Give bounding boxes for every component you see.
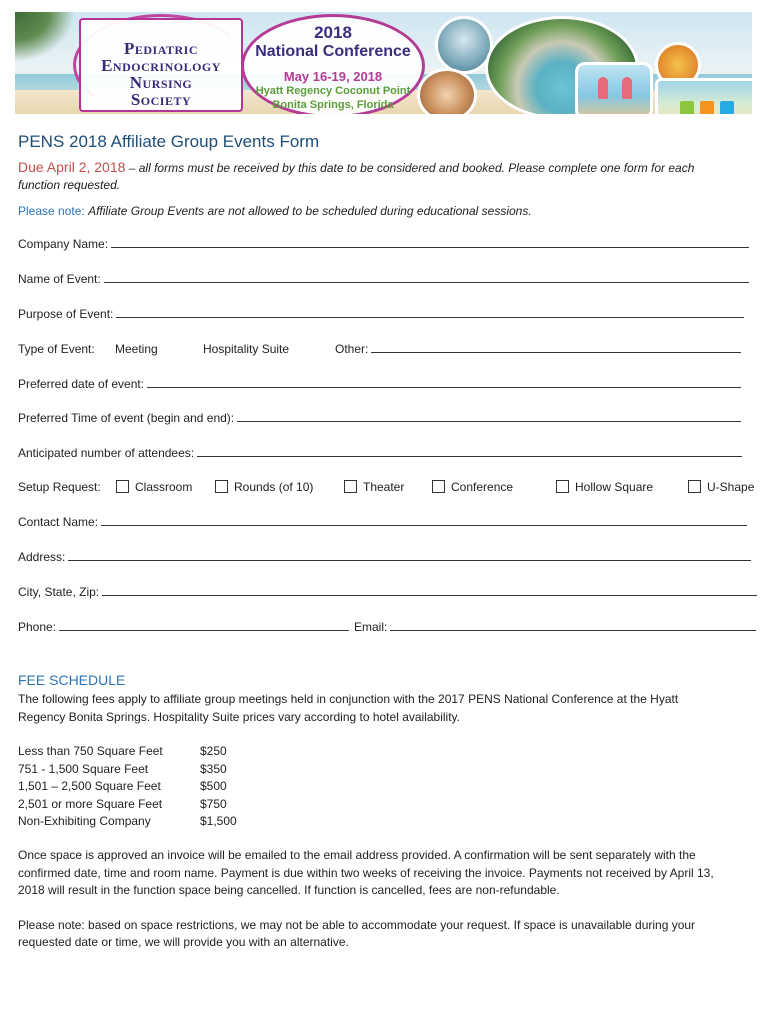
conference-banner: [15, 12, 752, 114]
contact-name-input[interactable]: [101, 516, 747, 526]
setup-option-theater[interactable]: [344, 480, 404, 494]
event-purpose-input[interactable]: [116, 308, 744, 318]
fee-row: [18, 744, 227, 758]
logo-line: Endocrinology: [101, 56, 221, 75]
invoice-paragraph-line: confirmed date, time and room name. Payment is due within two weeks of receiving the invoice. Payments not received by April 13,: [18, 866, 714, 880]
theater-checkbox[interactable]: [344, 480, 357, 493]
conference-venue: Hyatt Regency Coconut Point: [255, 85, 411, 97]
attendees-label: Anticipated number of attendees:: [18, 446, 195, 460]
setup-option-label: Classroom: [135, 480, 193, 494]
phone-input[interactable]: [59, 621, 349, 631]
fee-intro-line: Regency Bonita Springs. Hospitality Suite prices vary according to hotel availability.: [18, 710, 460, 724]
event-name-field: [18, 272, 749, 286]
conference-checkbox[interactable]: [432, 480, 445, 493]
event-type-hospitality[interactable]: Hospitality Suite: [203, 342, 290, 356]
city-state-zip-field: [18, 585, 757, 599]
logo-line: Nursing: [129, 73, 193, 92]
conference-title: National Conference: [255, 43, 411, 60]
phone-label: Phone:: [18, 620, 57, 634]
address-label: Address:: [18, 550, 66, 564]
u-shape-checkbox[interactable]: [688, 480, 701, 493]
preferred-time-input[interactable]: [237, 412, 741, 422]
due-date: Due April 2, 2018: [18, 159, 126, 175]
preferred-date-field: [18, 377, 741, 391]
event-type-meeting[interactable]: Meeting: [115, 342, 158, 356]
note-label: Please note:: [18, 204, 89, 218]
contact-name-label: Contact Name:: [18, 515, 99, 529]
fee-size: 1,501 – 2,500 Square Feet: [18, 779, 161, 793]
setup-option-rounds[interactable]: [215, 480, 313, 494]
hollow-square-checkbox[interactable]: [556, 480, 569, 493]
event-type-field: [18, 342, 95, 356]
preferred-time-label: Preferred Time of event (begin and end):: [18, 411, 235, 425]
address-field: [18, 550, 751, 564]
invoice-paragraph-line: 2018 will result in the function space being cancelled. If function is cancelled, fees are non-refundable.: [18, 883, 560, 897]
event-type-other-field: [335, 342, 741, 356]
fee-size: 751 - 1,500 Square Feet: [18, 762, 149, 776]
fee-size: Less than 750 Square Feet: [18, 744, 163, 758]
event-purpose-field: [18, 307, 744, 321]
fee-price: $350: [200, 762, 227, 776]
fee-size: Non-Exhibiting Company: [18, 814, 151, 828]
setup-option-label: Hollow Square: [575, 480, 654, 494]
phone-field: [18, 620, 349, 634]
conference-city: Bonita Springs, Florida: [272, 99, 394, 111]
preferred-date-input[interactable]: [147, 378, 741, 388]
contact-name-field: [18, 515, 747, 529]
seashell-photo: [417, 68, 477, 114]
setup-option-label: U-Shape: [707, 480, 755, 494]
due-instructions: – all forms must be received by this date to be considered and booked. Please complete one form for each: [125, 161, 695, 175]
company-name-input[interactable]: [111, 238, 749, 248]
fee-row: [18, 814, 237, 828]
fee-size: 2,501 or more Square Feet: [18, 797, 163, 811]
palm-leaves-decoration: [15, 12, 75, 62]
fee-row: [18, 779, 227, 793]
conference-badge: [241, 14, 425, 114]
setup-request-label: Setup Request:: [18, 480, 101, 494]
email-label: Email:: [354, 620, 388, 634]
setup-option-label: Theater: [363, 480, 405, 494]
email-input[interactable]: [390, 621, 756, 631]
attendees-field: [18, 446, 742, 460]
due-instructions-cont: function requested.: [18, 178, 121, 192]
setup-option-label: Conference: [451, 480, 514, 494]
restriction-note-line: requested date or time, we will provide you with an alternative.: [18, 935, 349, 949]
company-name-label: Company Name:: [18, 237, 109, 251]
fee-price: $1,500: [200, 814, 237, 828]
note-text: Affiliate Group Events are not allowed to be scheduled during educational sessions.: [88, 204, 532, 218]
fee-schedule-heading: FEE SCHEDULE: [18, 672, 126, 688]
classroom-checkbox[interactable]: [116, 480, 129, 493]
event-type-label: Type of Event:: [18, 342, 95, 356]
city-state-zip-label: City, State, Zip:: [18, 585, 100, 599]
fee-row: [18, 797, 227, 811]
conference-dates: May 16-19, 2018: [283, 69, 383, 84]
fee-price: $500: [200, 779, 227, 793]
pens-logo: [79, 18, 243, 112]
invoice-paragraph-line: Once space is approved an invoice will be emailed to the email address provided. A confirmation will be sent separately with the: [18, 848, 696, 862]
preferred-date-label: Preferred date of event:: [18, 377, 145, 391]
fee-row: [18, 762, 227, 776]
preferred-time-field: [18, 411, 741, 425]
form-title: PENS 2018 Affiliate Group Events Form: [18, 132, 320, 151]
flamingo-photo: [575, 62, 653, 114]
rounds-checkbox[interactable]: [215, 480, 228, 493]
event-type-other-label: Other:: [335, 342, 369, 356]
fee-intro-line: The following fees apply to affiliate group meetings held in conjunction with the 2017 PENS National Conference at the Hyatt: [18, 692, 679, 706]
address-input[interactable]: [68, 551, 751, 561]
event-type-other-input[interactable]: [371, 343, 741, 353]
email-field: [354, 620, 756, 634]
event-name-input[interactable]: [104, 273, 749, 283]
event-purpose-label: Purpose of Event:: [18, 307, 114, 321]
restriction-note-line: Please note: based on space restrictions, we may not be able to accommodate your request. If space is unavailable during your: [18, 918, 696, 932]
setup-option-hollow-square[interactable]: [556, 480, 653, 494]
setup-option-classroom[interactable]: [116, 480, 192, 494]
city-state-zip-input[interactable]: [102, 586, 757, 596]
fee-price: $750: [200, 797, 227, 811]
setup-option-conference[interactable]: [432, 480, 513, 494]
setup-option-u-shape[interactable]: [688, 480, 754, 494]
conference-year: 2018: [314, 23, 352, 42]
due-notice: [18, 159, 694, 175]
setup-option-label: Rounds (of 10): [234, 480, 314, 494]
logo-line: Society: [130, 90, 192, 109]
logo-line: Pediatric: [123, 39, 198, 58]
events-note: [18, 204, 532, 218]
fee-price: $250: [200, 744, 227, 758]
company-name-field: [18, 237, 749, 251]
attendees-input[interactable]: [197, 447, 742, 457]
event-name-label: Name of Event:: [18, 272, 101, 286]
beach-chairs-photo: [655, 78, 752, 114]
